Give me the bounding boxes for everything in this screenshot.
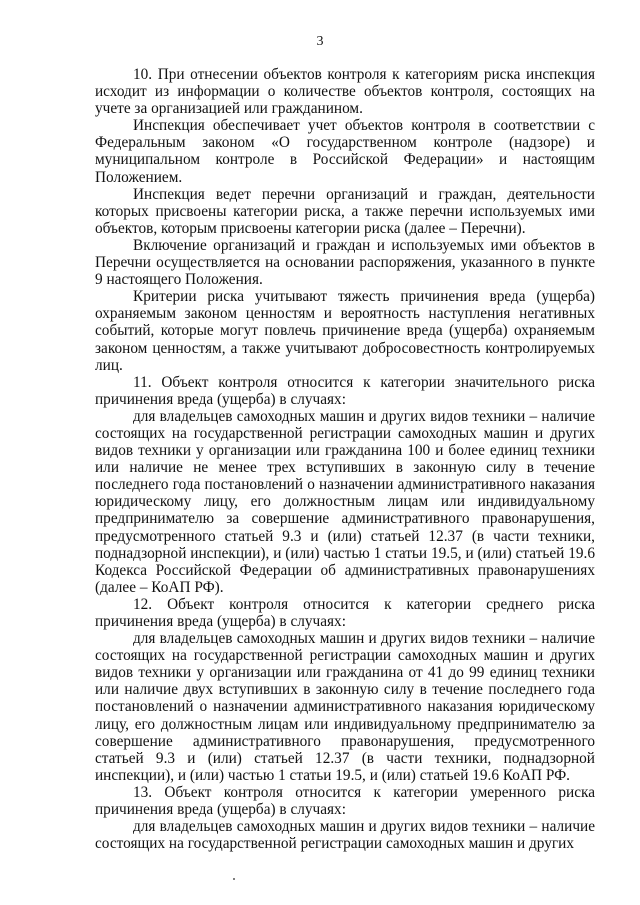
paragraph-11-owners: для владельцев самоходных машин и других видов техники – наличие состоящих на государственной регистрации самоходных машин и других видов техники у организации или гражданина 100 и более единиц техники или наличие не менее трех вступивших в законную силу в течение последнего года постановлений о назначении административного наказания юридическому лицу, его должностным лицам или индивидуальному предпринимателю за совершение административного правонарушения, предусмотренного статьей 9.3 и (или) статьей 12.37 (в части техники, поднадзорной инспекции), и (или) частью 1 статьи 19.5, и (или) статьей 19.6 Кодекса Российской Федерации об административных правонарушениях (далее – КоАП РФ).: [95, 407, 595, 596]
paragraph-lists: Инспекция ведет перечни организаций и граждан, деятельности которых присвоены категории риска, а также перечни используемых ими объектов, которым присвоены категории риска (далее – Перечни).: [95, 185, 595, 237]
paragraph-12-owners: для владельцев самоходных машин и других видов техники – наличие состоящих на государственной регистрации самоходных машин и других видов техники у организации или гражданина от 41 до 99 единиц техники или наличие двух вступивших в законную силу в течение последнего года постановлений о назначении административного наказания юридическому лицу, его должностным лицам или индивидуальному предпринимателю за совершение административного правонарушения, предусмотренного статьей 9.3 и (или) статьей 12.37 (в части техники, поднадзорной инспекции), и (или) частью 1 статьи 19.5, и (или) статьей 19.6 КоАП РФ.: [95, 630, 595, 784]
paragraph-11: 11. Объект контроля относится к категории значительного риска причинения вреда (ущерба) в случаях:: [95, 373, 595, 408]
paragraph-10: 10. При отнесении объектов контроля к категориям риска инспекция исходит из информации о количестве объектов контроля, состоящих на учете за организацией или гражданином.: [95, 66, 595, 118]
paragraph-risk-criteria: Критерии риска учитывают тяжесть причинения вреда (ущерба) охраняемым законом ценностям и вероятность наступления негативных событий, которые могут повлечь причинение вреда (ущерба) охраняемым законом ценностям, а также учитывают добросовестность контролируемых лиц.: [95, 288, 595, 374]
paragraph-inclusion: Включение организаций и граждан и используемых ими объектов в Перечни осуществляется на основании распоряжения, указанного в пункте 9 настоящего Положения.: [95, 236, 595, 289]
page-number: 3: [316, 34, 324, 49]
paragraph-13-owners: для владельцев самоходных машин и других видов техники – наличие состоящих на государственной регистрации самоходных машин и других: [95, 818, 595, 853]
paragraph-13: 13. Объект контроля относится к категории умеренного риска причинения вреда (ущерба) в случаях:: [95, 783, 595, 819]
paragraph-inspection-accounting: Инспекция обеспечивает учет объектов контроля в соответствии с Федеральным законом «О государственном контроле (надзоре) и муниципальном контроле в Российской Федерации» и настоящим Положением.: [95, 117, 595, 186]
scan-dot: [233, 878, 235, 880]
document-body: [95, 66, 595, 852]
paragraph-12: 12. Объект контроля относится к категории среднего риска причинения вреда (ущерба) в случаях:: [95, 595, 595, 630]
